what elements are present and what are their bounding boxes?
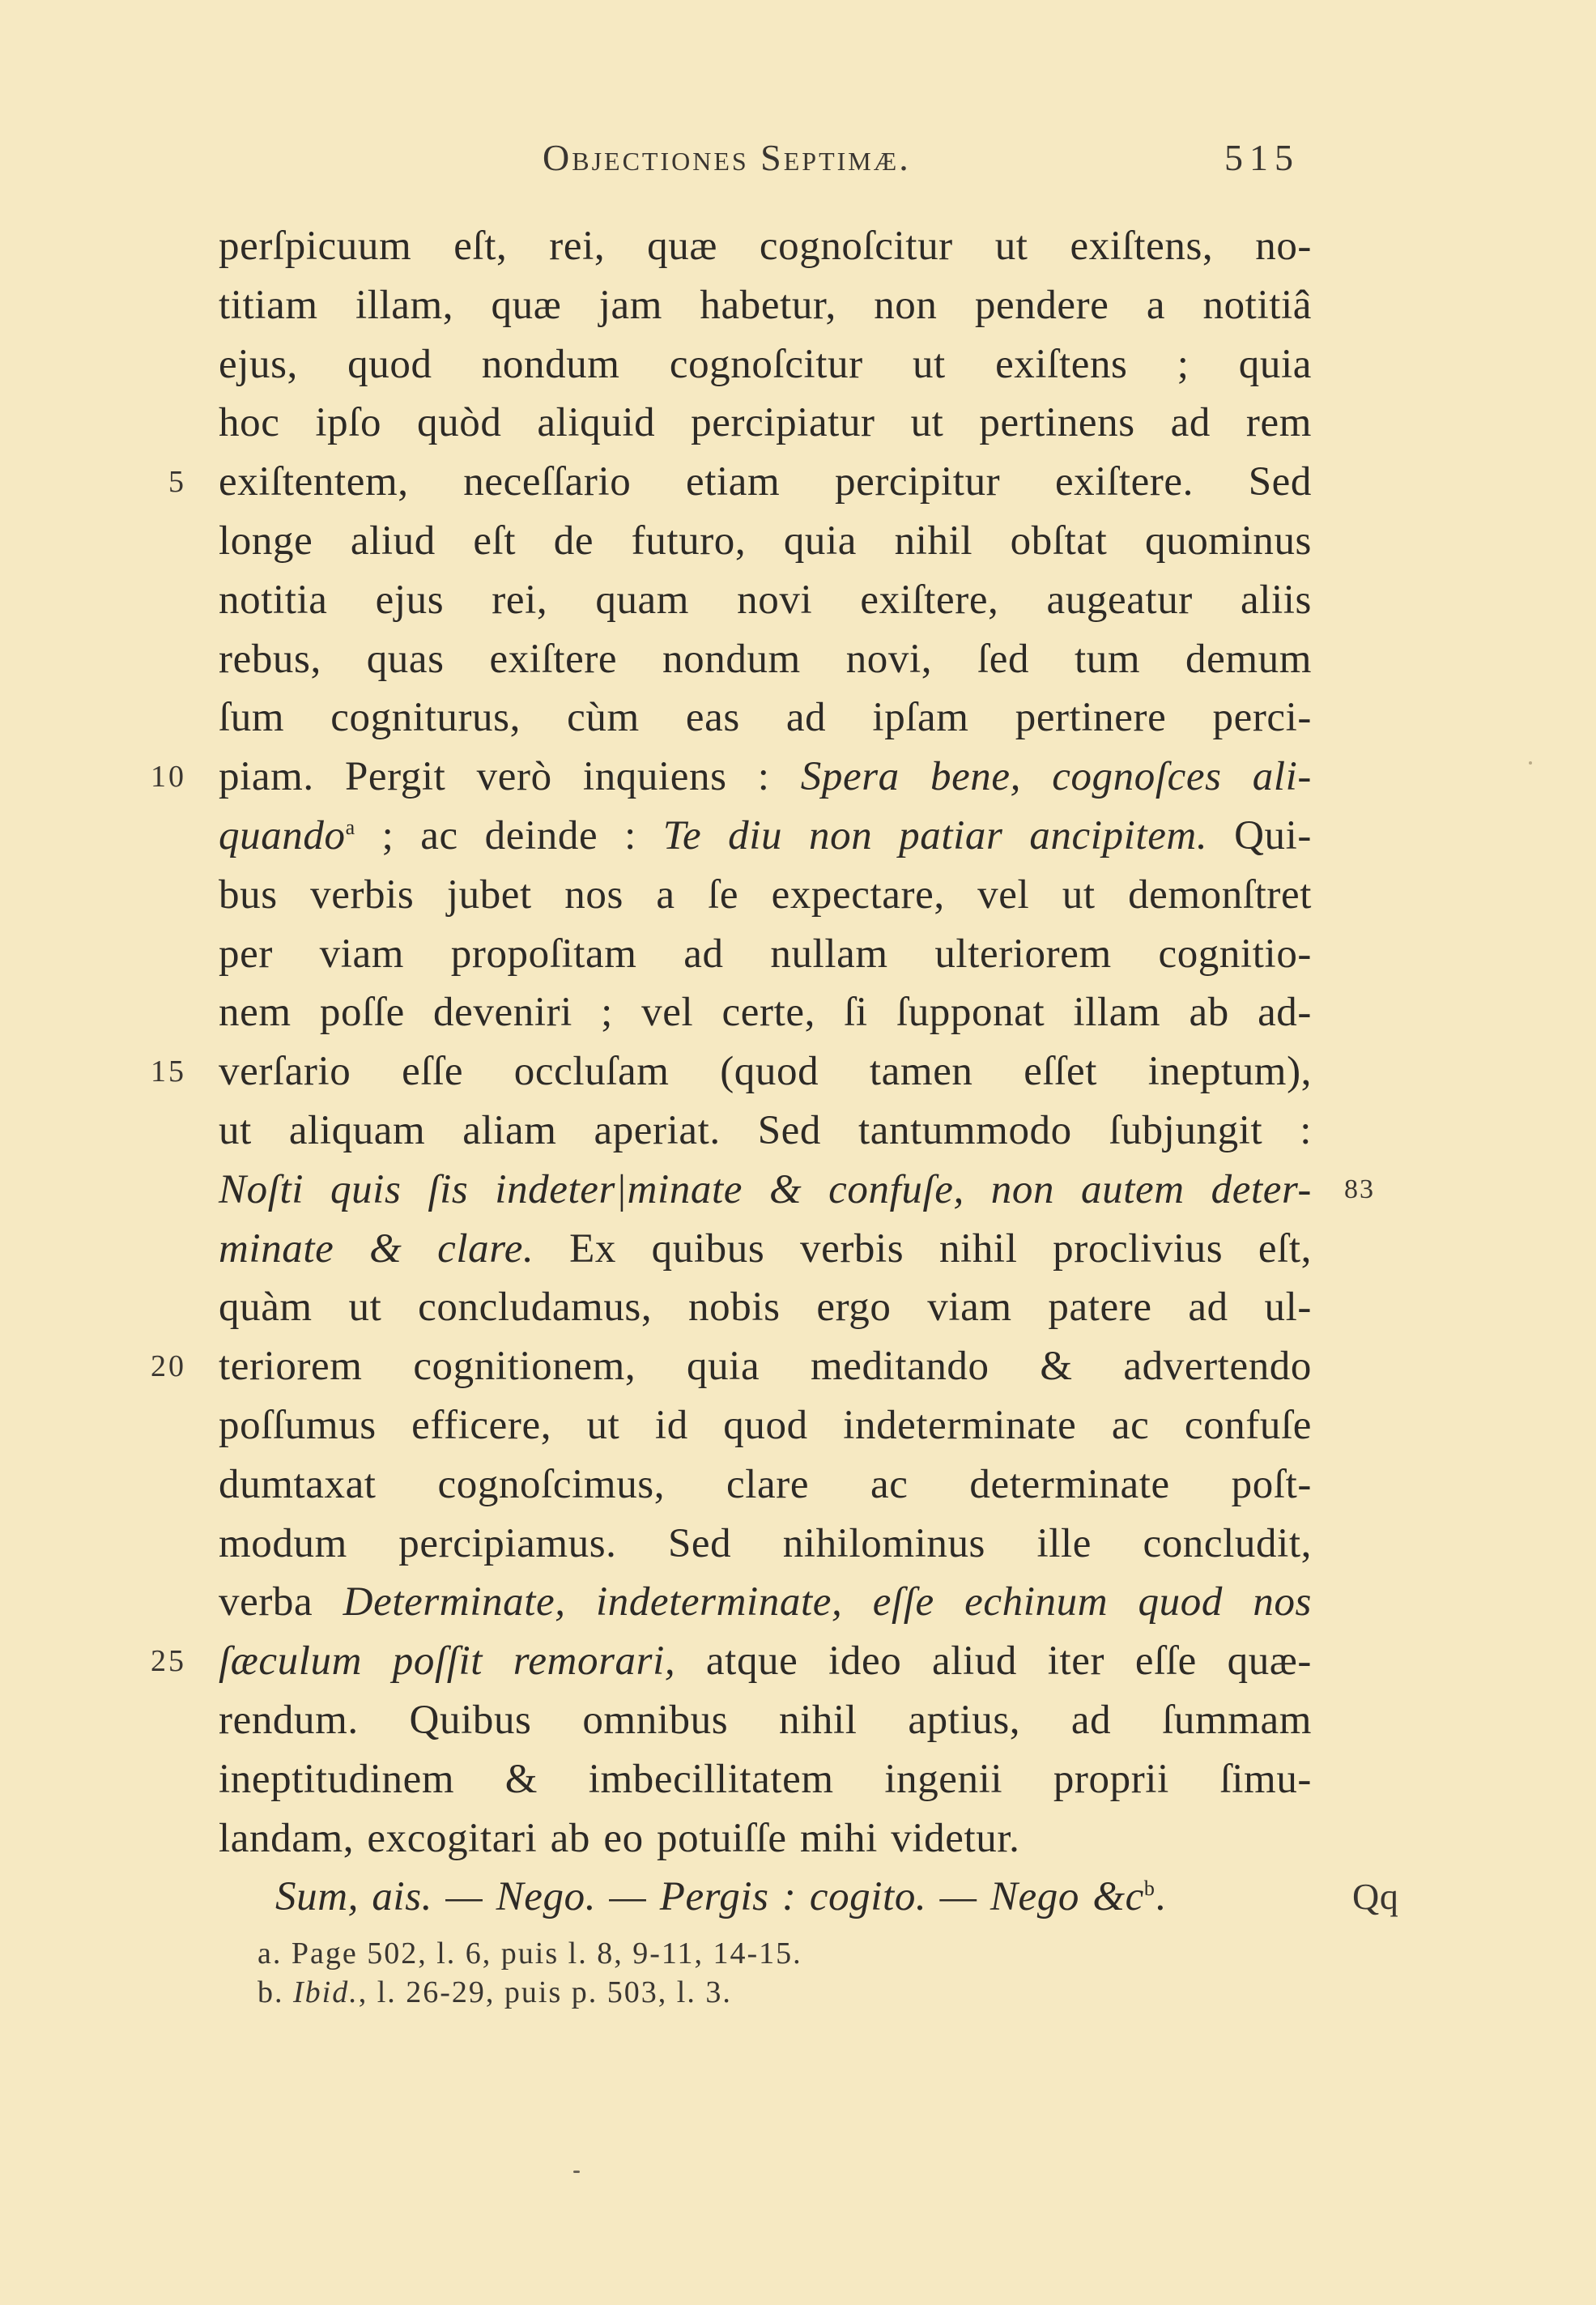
text-line bbox=[219, 1691, 1312, 1750]
ink-speck bbox=[573, 2171, 580, 2173]
text-line bbox=[219, 1161, 1375, 1220]
text-span: perſpicuum eſt, rei, quæ cognoſcitur ut exiſtens, no- bbox=[219, 224, 1312, 269]
text-line bbox=[151, 748, 1312, 807]
text-span: poſſumus efficere, ut id quod indeterminate ac confuſe bbox=[219, 1402, 1312, 1448]
text-line bbox=[219, 217, 1312, 276]
text-span: Qui- bbox=[1207, 812, 1312, 859]
text-span: verſario eſſe occluſam (quod tamen eſſet ineptum), bbox=[219, 1049, 1312, 1095]
italic-span: Noſti quis ſis indeter|minate & confuſe, non autem deter- bbox=[219, 1166, 1312, 1212]
text-line bbox=[219, 1220, 1312, 1279]
text-line bbox=[219, 807, 1312, 866]
line-number: 15 bbox=[151, 1055, 186, 1089]
text-span: atque ideo aliud iter eſſe quæ- bbox=[675, 1638, 1312, 1685]
text-span: ejus, quod nondum cognoſcitur ut exiſtens ; quia bbox=[219, 341, 1312, 387]
text-line bbox=[219, 394, 1312, 453]
footnote-text: Page 502, l. 6, puis l. 8, 9-11, 14-15. bbox=[291, 1936, 802, 1971]
text-line bbox=[219, 630, 1312, 689]
text-line bbox=[219, 866, 1312, 925]
text-span: modum percipiamus. Sed nihilominus ille concludit, bbox=[219, 1520, 1312, 1566]
text-span: hoc ipſo quòd aliquid percipiatur ut pertinens ad rem bbox=[219, 400, 1312, 446]
text-line bbox=[219, 571, 1312, 630]
text-span: dumtaxat cognoſcimus, clare ac determinate poſt- bbox=[219, 1461, 1312, 1507]
footnote-ref[interactable]: a bbox=[345, 815, 355, 839]
text-span: teriorem cognitionem, quia meditando & advertendo bbox=[219, 1344, 1312, 1390]
italic-span: ſæculum poſſit remorari, bbox=[219, 1638, 676, 1685]
text-span: verba bbox=[219, 1579, 343, 1625]
page-number: 515 bbox=[1224, 137, 1300, 178]
text-span: longe aliud eſt de futuro, quia nihil obſtat quominus bbox=[219, 518, 1312, 564]
text-span: ineptitudinem & imbecillitatem ingenii proprii ſimu- bbox=[219, 1756, 1312, 1802]
text-line bbox=[219, 1455, 1312, 1515]
text-line bbox=[219, 688, 1312, 748]
line-number: 25 bbox=[151, 1644, 186, 1679]
line-number: 10 bbox=[151, 760, 186, 795]
text-line bbox=[219, 512, 1312, 571]
page-header bbox=[0, 136, 1596, 193]
text-line bbox=[219, 1809, 1312, 1868]
text-line bbox=[219, 1278, 1312, 1337]
text-span: rebus, quas exiſtere nondum novi, ſed tum demum bbox=[219, 636, 1312, 682]
italic-span: quando bbox=[219, 812, 346, 859]
text-span: bus verbis jubet nos a ſe expectare, vel ut demonſtret bbox=[219, 871, 1312, 918]
footnote-text: , l. 26-29, puis p. 503, l. 3. bbox=[358, 1975, 732, 2009]
italic-span: minate & clare. bbox=[219, 1225, 534, 1272]
line-number: 20 bbox=[151, 1349, 186, 1384]
text-line bbox=[219, 925, 1312, 984]
text-line bbox=[168, 453, 1312, 512]
text-span: ; ac deinde : bbox=[355, 812, 663, 859]
text-span: rendum. Quibus omnibus nihil aptius, ad ſummam bbox=[219, 1697, 1312, 1743]
text-line bbox=[151, 1632, 1312, 1691]
italic-span: Sum, ais. — Nego. — Pergis : cogito. — Nego &c bbox=[275, 1874, 1144, 1920]
text-span: titiam illam, quæ jam habetur, non pendere a notitiâ bbox=[219, 282, 1312, 328]
running-title: Objectiones Septimæ. bbox=[543, 137, 911, 178]
footnotes bbox=[257, 1934, 986, 2012]
text-line bbox=[219, 276, 1312, 335]
text-span: ſum cogniturus, cùm eas ad ipſam pertinere perci- bbox=[219, 695, 1312, 741]
italic-span: Determinate, indeterminate, eſſe echinum quod nos bbox=[343, 1579, 1313, 1625]
text-line bbox=[219, 1573, 1312, 1632]
text-line bbox=[219, 1750, 1312, 1809]
footnote-label: b. bbox=[257, 1975, 284, 2009]
text-line bbox=[151, 1337, 1312, 1396]
text-span: exiſtentem, neceſſario etiam percipitur exiſtere. Sed bbox=[219, 459, 1312, 505]
footnote-label: a. bbox=[257, 1936, 283, 1971]
text-span: ut aliquam aliam aperiat. Sed tantummodo ſubjungit : bbox=[219, 1107, 1312, 1153]
footnote bbox=[257, 1934, 986, 1973]
text-line bbox=[219, 335, 1312, 394]
text-line bbox=[151, 1042, 1312, 1101]
text-line bbox=[219, 1396, 1312, 1455]
margin-reference: 83 bbox=[1344, 1174, 1375, 1204]
italic-span: Spera bene, cognoſces ali- bbox=[800, 754, 1312, 800]
text-span: nem poſſe deveniri ; vel certe, ſi ſupponat illam ab ad- bbox=[219, 990, 1312, 1036]
text-line bbox=[219, 1515, 1312, 1574]
text-span: quàm ut concludamus, nobis ergo viam patere ad ul- bbox=[219, 1285, 1312, 1331]
text-span: Ex quibus verbis nihil proclivius eſt, bbox=[534, 1225, 1313, 1272]
footnote-ref[interactable]: b bbox=[1143, 1877, 1156, 1901]
paper-spot bbox=[1529, 761, 1532, 765]
line-number: 5 bbox=[168, 465, 186, 500]
text-line bbox=[219, 983, 1312, 1042]
text-span: notitia ejus rei, quam novi exiſtere, augeatur aliis bbox=[219, 577, 1312, 623]
signature-mark: Qq bbox=[1352, 1876, 1399, 1918]
text-span: landam, excogitari ab eo potuiſſe mihi videtur. bbox=[219, 1815, 1020, 1861]
text-span: piam. Pergit verò inquiens : bbox=[219, 754, 801, 800]
text-span: . bbox=[1155, 1874, 1166, 1920]
text-span: per viam propoſitam ad nullam ulteriorem cognitio- bbox=[219, 931, 1312, 977]
text-line bbox=[219, 1868, 1399, 1927]
footnote-italic: Ibid. bbox=[293, 1975, 359, 2009]
text-line bbox=[219, 1101, 1312, 1161]
main-text bbox=[151, 217, 1399, 1927]
italic-span: Te diu non patiar ancipitem. bbox=[662, 812, 1208, 859]
footnote bbox=[257, 1973, 986, 2012]
